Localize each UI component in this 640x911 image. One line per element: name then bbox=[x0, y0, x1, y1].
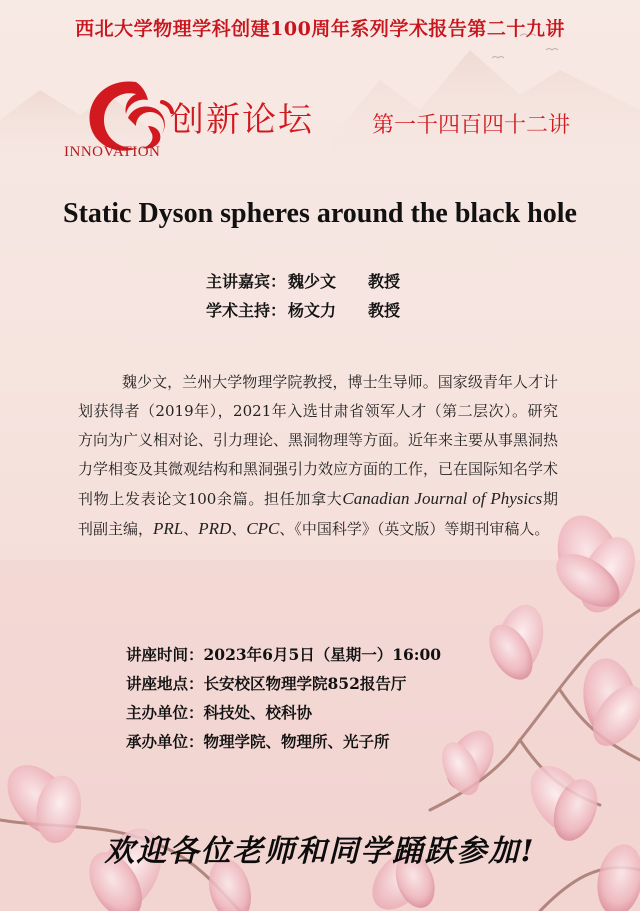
bio-journal-cpc: CPC bbox=[246, 519, 280, 538]
detail-value: 2023年6月5日（星期一）16:00 bbox=[203, 645, 442, 664]
speaker-label: 主讲嘉宾： bbox=[206, 272, 287, 291]
bio-journal-cjp: Canadian Journal of Physics bbox=[342, 489, 543, 508]
lecture-details bbox=[126, 640, 441, 756]
detail-row-host-unit bbox=[126, 727, 441, 756]
speaker-row bbox=[206, 267, 400, 296]
bio-sep-2: 、 bbox=[231, 520, 247, 538]
people-block bbox=[206, 267, 400, 325]
detail-label: 承办单位： bbox=[126, 732, 204, 751]
detail-label: 讲座时间： bbox=[126, 645, 204, 664]
detail-label: 主办单位： bbox=[126, 703, 204, 722]
speaker-title: 教授 bbox=[368, 272, 401, 291]
bio-text-3: 、《中国科学》（英文版）等期刊审稿人。 bbox=[279, 520, 550, 538]
bio-sep-1: 、 bbox=[183, 520, 199, 538]
forum-title: 创新论坛 bbox=[170, 100, 314, 140]
detail-value: 长安校区物理学院852报告厅 bbox=[203, 674, 407, 693]
host-title: 教授 bbox=[368, 301, 401, 320]
bio-journal-prl: PRL bbox=[153, 519, 184, 538]
host-label: 学术主持： bbox=[206, 301, 287, 320]
series-banner: 西北大学物理学科创建100周年系列学术报告第二十九讲 bbox=[75, 18, 565, 40]
bio-journal-prd: PRD bbox=[198, 519, 232, 538]
host-row bbox=[206, 296, 400, 325]
host-name: 杨文力 bbox=[288, 301, 337, 320]
detail-row-time bbox=[126, 640, 441, 669]
welcome-message: 欢迎各位老师和同学踊跃参加! bbox=[104, 834, 536, 869]
speaker-bio bbox=[78, 368, 558, 544]
detail-value: 物理学院、物理所、光子所 bbox=[203, 732, 390, 751]
talk-title: Static Dyson spheres around the black hole bbox=[63, 198, 577, 229]
speaker-name: 魏少文 bbox=[288, 272, 337, 291]
bio-text-1: 魏少文，兰州大学物理学院教授，博士生导师。国家级青年人才计划获得者（2019年），2021年入选甘肃省领军人才（第二层次）。研究方向为广义相对论、引力理论、黑洞物理等方面。近年来主要从事黑洞热力学相变及其微观结构和黑洞强引力效应方面的工作，已在国际知名学术刊物上发表论文100余篇。担任加拿大 bbox=[78, 373, 559, 508]
logo-text: INNOVATION bbox=[64, 144, 161, 160]
detail-row-venue bbox=[126, 669, 441, 698]
detail-value: 科技处、校科协 bbox=[203, 703, 313, 722]
detail-label: 讲座地点： bbox=[126, 674, 204, 693]
lecture-number: 第一千四百四十二讲 bbox=[372, 113, 571, 138]
bio-text-2: 期刊副主编， bbox=[78, 490, 558, 538]
detail-row-organizer bbox=[126, 698, 441, 727]
